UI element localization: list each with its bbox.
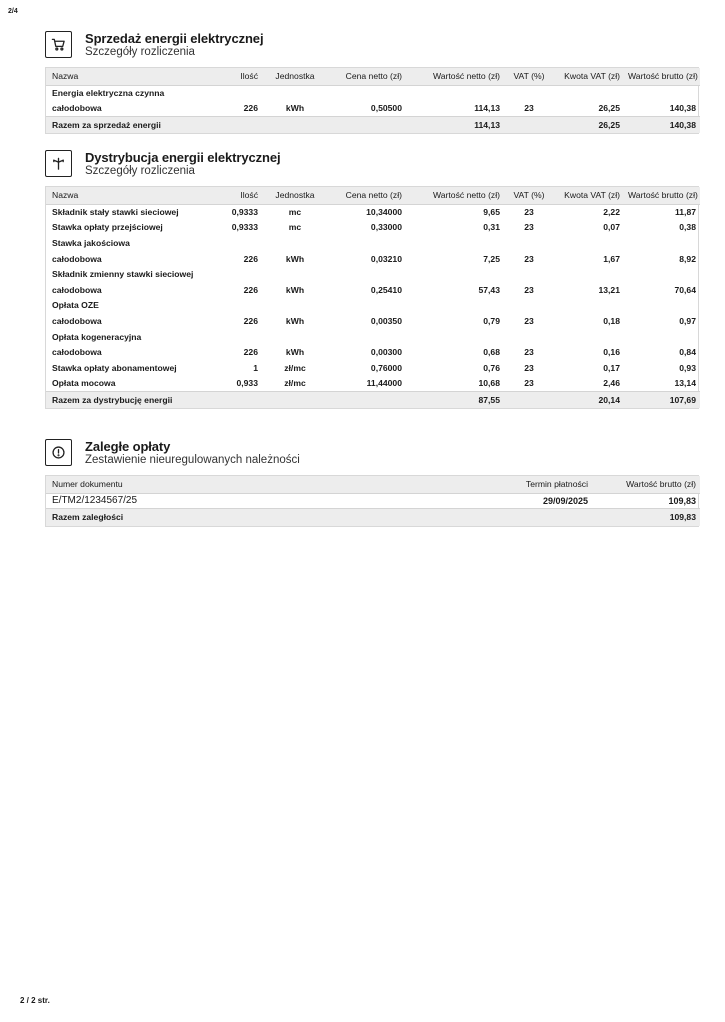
document-number: E/TM2/1234567/25 <box>52 495 138 507</box>
cell-unit: kWh <box>285 347 305 358</box>
cell-name: Opłata mocowa <box>52 378 116 389</box>
cell-vat-amount: 0,18 <box>603 315 620 326</box>
distribution-title: Dystrybucja energii elektrycznej <box>85 150 281 165</box>
cell-vat: 23 <box>524 347 534 358</box>
col-header: Cena netto (zł) <box>328 187 406 204</box>
cell-name: Stawka opłaty przejściowej <box>52 222 163 233</box>
cell-name: całodobowa <box>52 103 102 114</box>
cell-net: 10,68 <box>478 378 500 389</box>
total-spacer <box>504 391 554 408</box>
cell-qty: 226 <box>243 253 258 264</box>
cell-price: 0,03210 <box>370 253 402 264</box>
sales-section <box>45 31 699 134</box>
cell-name: całodobowa <box>52 253 102 264</box>
cell-vat-amount: 0,07 <box>603 222 620 233</box>
col-header: Wartość netto (zł) <box>406 68 504 85</box>
cell-qty: 226 <box>243 284 258 295</box>
total-vat-amount: 20,14 <box>554 391 624 408</box>
group-label-row <box>46 85 700 101</box>
cell-unit: kWh <box>285 103 305 114</box>
page-footer: 2 / 2 str. <box>20 996 50 1005</box>
total-gross: 140,38 <box>624 116 700 133</box>
cell-vat: 23 <box>524 315 534 326</box>
cell-gross: 140,38 <box>669 103 696 114</box>
total-net: 114,13 <box>406 116 504 133</box>
total-label: Razem za dystrybucję energii <box>46 391 406 408</box>
group-label-row <box>46 329 700 345</box>
cell-vat-amount: 0,17 <box>603 362 620 373</box>
cell-net: 57,43 <box>478 284 500 295</box>
table-row <box>46 313 700 329</box>
arrears-section <box>45 439 699 527</box>
group-label: Energia elektryczna czynna <box>52 88 165 99</box>
cell-unit: kWh <box>285 315 305 326</box>
col-header: VAT (%) <box>504 187 554 204</box>
col-header: VAT (%) <box>504 68 554 85</box>
cell-qty: 0,9333 <box>231 222 258 233</box>
distribution-header <box>45 150 699 186</box>
cell-unit: zł/mc <box>284 378 306 389</box>
table-row <box>46 282 700 298</box>
sales-title: Sprzedaż energii elektrycznej <box>85 31 264 46</box>
cell-unit: kWh <box>285 284 305 295</box>
alert-circle-icon <box>45 439 72 466</box>
total-gross: 109,83 <box>592 509 700 526</box>
table-row <box>46 493 700 509</box>
cell-qty: 0,9333 <box>231 207 258 218</box>
cell-unit: zł/mc <box>284 362 306 373</box>
col-header: Numer dokumentu <box>46 476 486 493</box>
cell-gross: 13,14 <box>674 378 696 389</box>
cell-price: 0,00300 <box>370 347 402 358</box>
total-row <box>46 116 700 133</box>
cell-price: 10,34000 <box>366 207 402 218</box>
cell-net: 9,65 <box>483 207 500 218</box>
distribution-table <box>46 187 700 408</box>
group-label-row <box>46 298 700 314</box>
cell-net: 0,79 <box>483 315 500 326</box>
group-label-row <box>46 266 700 282</box>
cart-icon <box>45 31 72 58</box>
cell-vat-amount: 2,22 <box>603 207 620 218</box>
total-row <box>46 391 700 408</box>
sales-header <box>45 31 699 67</box>
cell-name: Stawka opłaty abonamentowej <box>52 362 177 373</box>
distribution-section <box>45 150 699 409</box>
cell-vat-amount: 1,67 <box>603 253 620 264</box>
distribution-header-row <box>46 187 700 204</box>
total-spacer <box>504 116 554 133</box>
cell-vat: 23 <box>524 207 534 218</box>
cell-vat-amount: 13,21 <box>598 284 620 295</box>
col-header: Nazwa <box>46 187 214 204</box>
cell-qty: 226 <box>243 103 258 114</box>
col-header: Nazwa <box>46 68 214 85</box>
cell-name: całodobowa <box>52 315 102 326</box>
cell-gross: 8,92 <box>679 253 696 264</box>
col-header: Wartość netto (zł) <box>406 187 504 204</box>
table-row <box>46 251 700 267</box>
cell-net: 7,25 <box>483 253 500 264</box>
cell-vat: 23 <box>524 103 534 114</box>
cell-price: 11,44000 <box>366 378 402 389</box>
cell-gross: 0,93 <box>679 362 696 373</box>
cell-vat-amount: 2,46 <box>603 378 620 389</box>
cell-net: 0,68 <box>483 347 500 358</box>
cell-price: 0,50500 <box>370 103 402 114</box>
cell-qty: 0,933 <box>236 378 258 389</box>
sales-subtitle: Szczegóły rozliczenia <box>85 46 195 58</box>
arrears-header-row <box>46 476 700 493</box>
cell-gross: 0,84 <box>679 347 696 358</box>
cell-name: całodobowa <box>52 347 102 358</box>
cell-qty: 226 <box>243 315 258 326</box>
col-header: Cena netto (zł) <box>328 68 406 85</box>
total-row <box>46 509 700 526</box>
col-header: Kwota VAT (zł) <box>554 68 624 85</box>
cell-gross: 11,87 <box>674 207 696 218</box>
cell-vat-amount: 0,16 <box>603 347 620 358</box>
cell-vat: 23 <box>524 284 534 295</box>
cell-price: 0,76000 <box>370 362 402 373</box>
distribution-subtitle: Szczegóły rozliczenia <box>85 165 195 177</box>
cell-net: 0,76 <box>483 362 500 373</box>
col-header: Wartość brutto (zł) <box>624 68 700 85</box>
cell-vat: 23 <box>524 253 534 264</box>
cell-name: całodobowa <box>52 284 102 295</box>
group-label-row <box>46 235 700 251</box>
power-pole-icon <box>45 150 72 177</box>
due-date: 29/09/2025 <box>542 495 588 506</box>
gross-value: 109,83 <box>668 495 696 506</box>
cell-qty: 1 <box>253 362 258 373</box>
table-row <box>46 376 700 392</box>
cell-net: 114,13 <box>474 103 500 114</box>
col-header: Wartość brutto (zł) <box>592 476 700 493</box>
total-gross: 107,69 <box>624 391 700 408</box>
cell-name: Składnik stały stawki sieciowej <box>52 207 179 218</box>
total-label: Razem za sprzedaż energii <box>46 116 406 133</box>
col-header: Termin płatności <box>486 476 592 493</box>
col-header: Kwota VAT (zł) <box>554 187 624 204</box>
group-label: Opłata kogeneracyjna <box>52 331 142 342</box>
sales-header-row <box>46 68 700 85</box>
page-marker: 2/4 <box>8 8 18 15</box>
total-label: Razem zaległości <box>46 509 486 526</box>
col-header: Ilość <box>214 187 262 204</box>
cell-vat: 23 <box>524 362 534 373</box>
col-header: Jednostka <box>262 68 328 85</box>
arrears-subtitle: Zestawienie nieuregulowanych należności <box>85 454 300 466</box>
arrears-table <box>46 476 700 526</box>
cell-qty: 226 <box>243 347 258 358</box>
table-row <box>46 360 700 376</box>
cell-net: 0,31 <box>483 222 500 233</box>
col-header: Ilość <box>214 68 262 85</box>
cell-vat: 23 <box>524 378 534 389</box>
cell-gross: 0,97 <box>679 315 696 326</box>
total-net: 87,55 <box>406 391 504 408</box>
cell-gross: 70,64 <box>674 284 696 295</box>
group-label: Opłata OZE <box>52 300 99 311</box>
cell-gross: 0,38 <box>679 222 696 233</box>
cell-price: 0,00350 <box>370 315 402 326</box>
col-header: Wartość brutto (zł) <box>624 187 700 204</box>
table-row <box>46 101 700 117</box>
total-vat-amount: 26,25 <box>554 116 624 133</box>
cell-vat: 23 <box>524 222 534 233</box>
table-row <box>46 204 700 220</box>
cell-price: 0,33000 <box>370 222 402 233</box>
arrears-title: Zaległe opłaty <box>85 439 171 454</box>
cell-unit: mc <box>288 222 302 233</box>
cell-price: 0,25410 <box>370 284 402 295</box>
arrears-header <box>45 439 699 475</box>
cell-unit: kWh <box>285 253 305 264</box>
group-label: Składnik zmienny stawki sieciowej <box>52 269 194 280</box>
cell-vat-amount: 26,25 <box>598 103 620 114</box>
group-label: Stawka jakościowa <box>52 237 130 248</box>
table-row <box>46 220 700 236</box>
col-header: Jednostka <box>262 187 328 204</box>
table-row <box>46 344 700 360</box>
sales-table <box>46 68 700 133</box>
cell-unit: mc <box>288 207 302 218</box>
